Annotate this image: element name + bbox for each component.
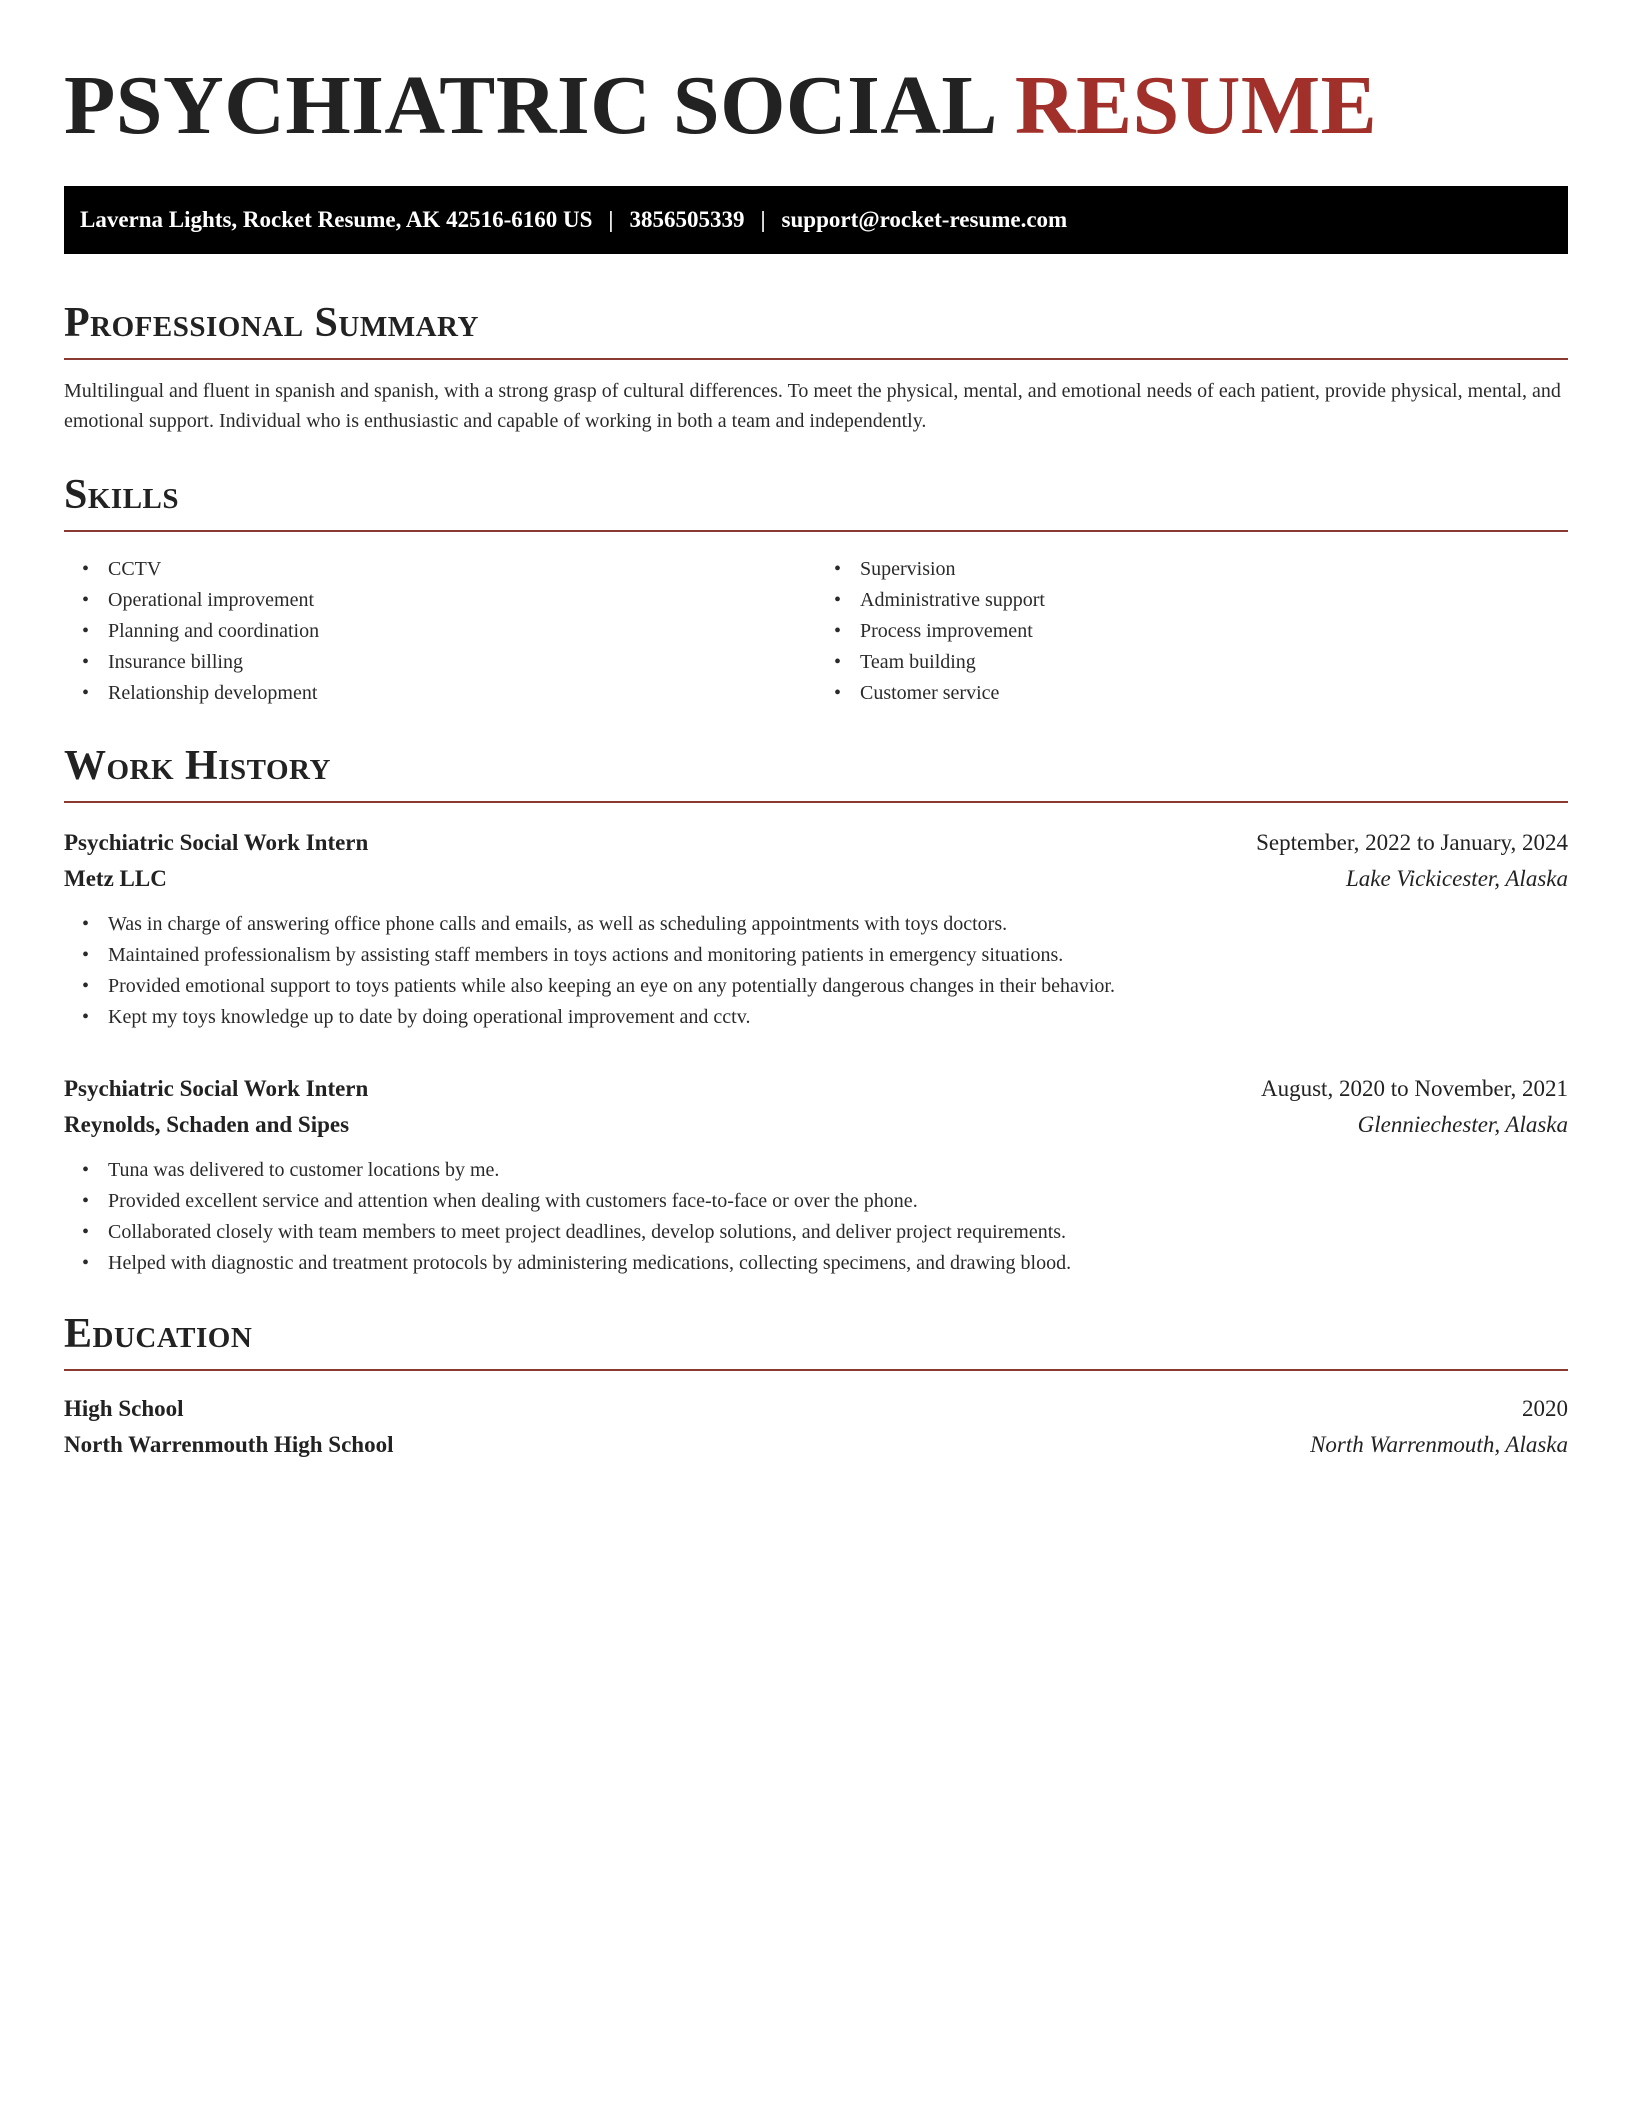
job-duty: • Provided emotional support to toys patients while also keeping an eye on any potentially dangerous changes in their behavior. [108, 971, 1568, 1002]
skill-item: • Team building [860, 647, 1568, 678]
skill-item: • Planning and coordination [108, 616, 816, 647]
skill-item: • Administrative support [860, 585, 1568, 616]
job-header-row [64, 825, 1568, 861]
job-duties-list [64, 909, 1568, 1033]
education-location: North Warrenmouth, Alaska [1310, 1432, 1568, 1457]
skills-section [64, 470, 1568, 709]
education-year: 2020 [1522, 1396, 1568, 1421]
education-degree: High School [64, 1396, 184, 1421]
job-company: Reynolds, Schaden and Sipes [64, 1112, 350, 1137]
education-header-row [64, 1391, 1568, 1427]
section-divider [64, 530, 1568, 532]
contact-phone: 3856505339 [629, 207, 745, 232]
job-duties-list [64, 1155, 1568, 1279]
skill-item: • CCTV [108, 554, 816, 585]
skill-item: • Insurance billing [108, 647, 816, 678]
job-title: Psychiatric Social Work Intern [64, 1076, 369, 1101]
education-school-row [64, 1427, 1568, 1463]
job-title: Psychiatric Social Work Intern [64, 830, 369, 855]
section-divider [64, 1369, 1568, 1371]
job-location: Glenniechester, Alaska [1357, 1112, 1568, 1137]
work-history-section [64, 741, 1568, 1279]
title-main: PSYCHIATRIC SOCIAL [64, 59, 994, 152]
summary-heading: Professional Summary [64, 300, 479, 346]
job-duty: • Maintained professionalism by assisting staff members in toys actions and monitoring patients in emergency situations. [108, 940, 1568, 971]
section-divider [64, 358, 1568, 360]
education-school: North Warrenmouth High School [64, 1432, 394, 1457]
resume-title [64, 56, 1568, 156]
skill-item: • Relationship development [108, 678, 816, 709]
section-divider [64, 801, 1568, 803]
skill-item: • Supervision [860, 554, 1568, 585]
job-dates: September, 2022 to January, 2024 [1256, 830, 1568, 855]
job-entry [64, 825, 1568, 1033]
education-heading: Education [64, 1311, 253, 1357]
title-accent: RESUME [1014, 59, 1378, 152]
job-dates: August, 2020 to November, 2021 [1261, 1076, 1568, 1101]
job-header-row [64, 1071, 1568, 1107]
contact-bar [64, 186, 1568, 254]
work-history-heading: Work History [64, 743, 331, 789]
job-duty: • Tuna was delivered to customer locations by me. [108, 1155, 1568, 1186]
job-location: Lake Vickicester, Alaska [1345, 866, 1568, 891]
summary-text: Multilingual and fluent in spanish and spanish, with a strong grasp of cultural differences. To meet the physical, mental, and emotional needs of each patient, provide physical, mental, and emotional support. Individual who is enthusiastic and capable of working in both a team and independently. [64, 380, 1561, 432]
job-duty: • Kept my toys knowledge up to date by doing operational improvement and cctv. [108, 1002, 1568, 1033]
job-duty: • Helped with diagnostic and treatment protocols by administering medications, collecting specimens, and drawing blood. [108, 1248, 1568, 1279]
contact-email: support@rocket-resume.com [781, 207, 1068, 232]
contact-separator: | [608, 207, 614, 232]
job-company-row [64, 861, 1568, 897]
skills-heading: Skills [64, 472, 180, 518]
education-section [64, 1309, 1568, 1463]
contact-separator: | [760, 207, 766, 232]
job-company: Metz LLC [64, 866, 167, 891]
job-duty: • Provided excellent service and attention when dealing with customers face-to-face or over the phone. [108, 1186, 1568, 1217]
skills-columns [64, 554, 1568, 709]
skills-list-right [816, 554, 1568, 709]
skill-item: • Customer service [860, 678, 1568, 709]
education-entry [64, 1391, 1568, 1463]
skills-list-left [64, 554, 816, 709]
skill-item: • Operational improvement [108, 585, 816, 616]
summary-section [64, 298, 1568, 436]
job-entry [64, 1071, 1568, 1279]
job-duty: • Was in charge of answering office phone calls and emails, as well as scheduling appointments with toys doctors. [108, 909, 1568, 940]
job-duty: • Collaborated closely with team members to meet project deadlines, develop solutions, and deliver project requirements. [108, 1217, 1568, 1248]
job-company-row [64, 1107, 1568, 1143]
skill-item: • Process improvement [860, 616, 1568, 647]
contact-address: Laverna Lights, Rocket Resume, AK 42516-6160 US [80, 207, 593, 232]
